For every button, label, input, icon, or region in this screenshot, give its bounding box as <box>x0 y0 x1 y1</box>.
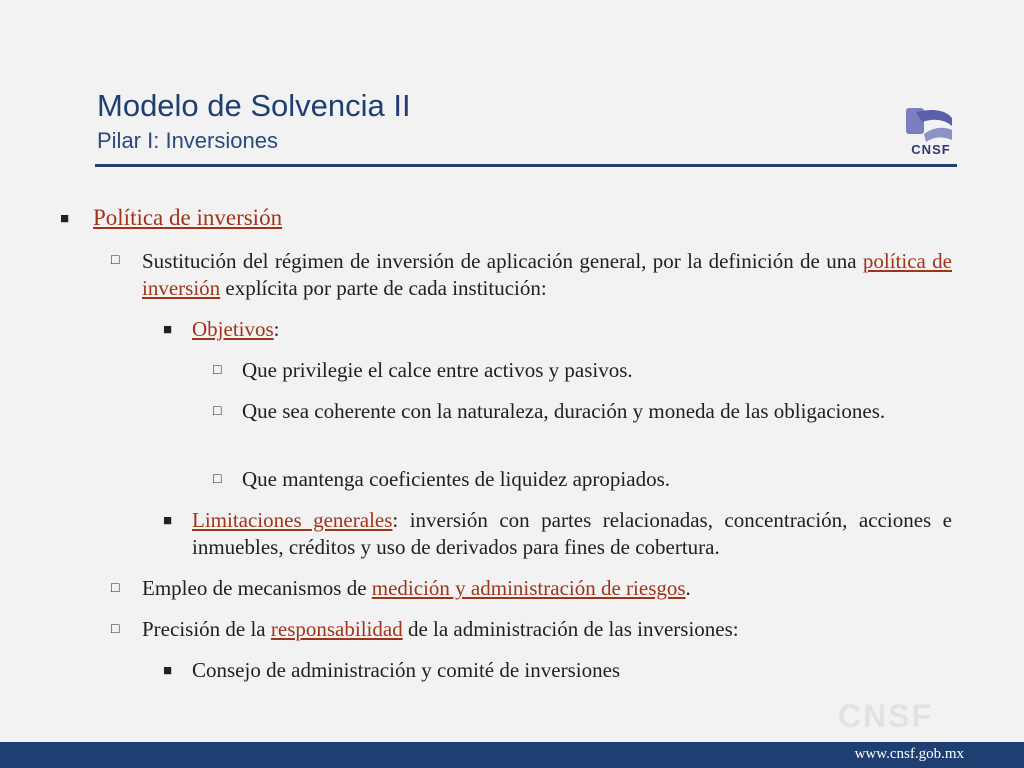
footer-bar <box>0 742 1024 768</box>
bullet-hollow-square-icon: □ <box>213 472 222 487</box>
bullet-square-icon: ■ <box>60 211 70 227</box>
politica-inversion-link[interactable]: política de inversión <box>142 249 952 300</box>
bullet-limitaciones <box>192 507 952 561</box>
objetivos-link[interactable]: Objetivos <box>192 317 274 341</box>
bullet-square-icon: ■ <box>163 513 173 529</box>
politica-link[interactable]: Política de inversión <box>93 205 283 230</box>
bullet-hollow-square-icon: □ <box>111 253 120 268</box>
footer-url[interactable]: www.cnsf.gob.mx <box>854 746 964 762</box>
objetivo-coherente: Que sea coherente con la naturaleza, duración y moneda de las obligaciones. <box>242 399 886 423</box>
slide-title: Modelo de Solvencia II <box>97 88 411 123</box>
bullet-sustitucion <box>142 248 952 302</box>
bullet-consejo: Consejo de administración y comité de inversiones <box>192 658 621 682</box>
medicion-riesgos-link[interactable]: medición y administración de riesgos <box>371 576 686 600</box>
objetivos-colon: : <box>273 317 280 341</box>
bullet-hollow-square-icon: □ <box>111 622 120 637</box>
bullet-hollow-square-icon: □ <box>213 363 222 378</box>
limitaciones-link[interactable]: Limitaciones generales <box>192 508 393 532</box>
logo-text: CNSF <box>911 142 951 157</box>
sustitucion-text: Sustitución del régimen de inversión de aplicación general, por la definición de una <box>142 249 863 273</box>
responsabilidad-link[interactable]: responsabilidad <box>270 617 403 641</box>
bullet-precision <box>142 616 739 643</box>
title-divider <box>95 164 957 167</box>
bullet-hollow-square-icon: □ <box>213 404 222 419</box>
cnsf-watermark: CNSF <box>838 698 934 734</box>
empleo-text: Empleo de mecanismos de <box>142 576 372 600</box>
bullet-objetivos <box>192 316 280 343</box>
objetivo-calce: Que privilegie el calce entre activos y pasivos. <box>242 358 633 382</box>
empleo-period: . <box>685 576 691 600</box>
slide-subtitle: Pilar I: Inversiones <box>97 128 278 153</box>
objetivo-liquidez: Que mantenga coeficientes de liquidez apropiados. <box>242 467 670 491</box>
precision-text-end: de la administración de las inversiones: <box>402 617 739 641</box>
precision-text: Precisión de la <box>142 617 271 641</box>
bullet-square-icon: ■ <box>163 322 173 338</box>
bullet-empleo <box>142 575 691 602</box>
limitaciones-text: : inversión con partes relacionadas, concentración, acciones e inmuebles, créditos y uso de derivados para fines de cobertura. <box>192 508 952 559</box>
bullet-politica <box>93 204 282 231</box>
bullet-hollow-square-icon: □ <box>111 581 120 596</box>
bullet-square-icon: ■ <box>163 663 173 679</box>
sustitucion-text-end: explícita por parte de cada institución: <box>220 276 547 300</box>
